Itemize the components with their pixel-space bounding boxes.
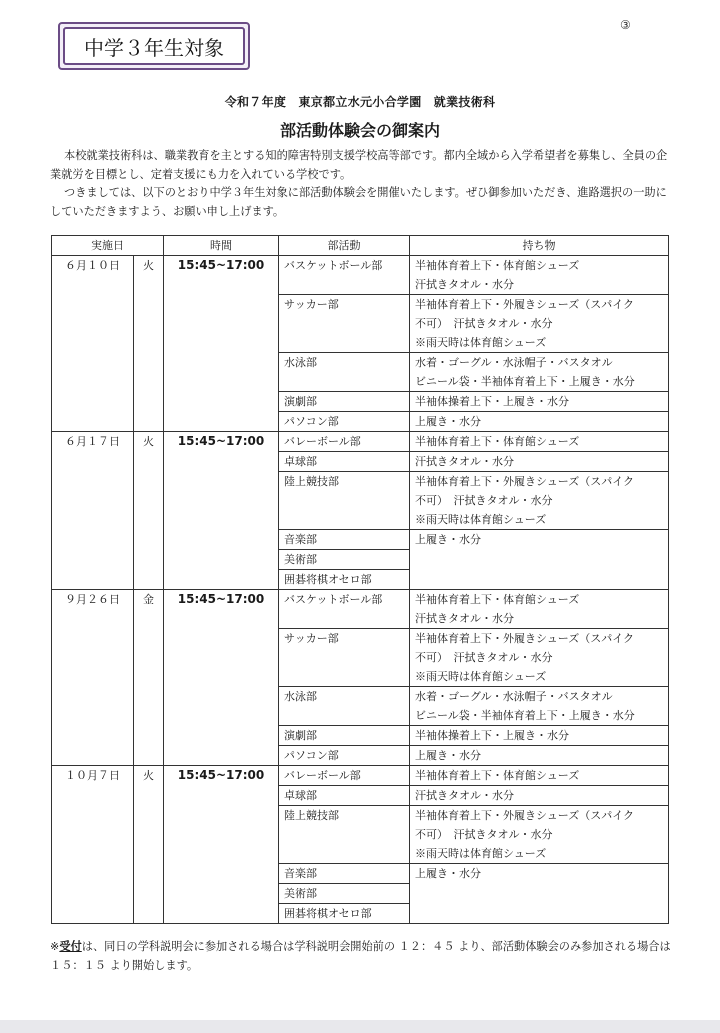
intro-paragraph: つきましては、以下のとおり中学３年生対象に部活動体験会を開催いたします。ぜひ御参加いただき、進路選択の一助にしていただきますよう、お願い申し上げます。	[50, 186, 667, 218]
club-items: 汗拭きタオル・水分	[410, 786, 669, 806]
club-items: 半袖体育着上下・体育館シューズ	[410, 590, 669, 610]
header-date: 実施日	[52, 236, 164, 256]
club-items: 半袖体育着上下・体育館シューズ	[410, 432, 669, 452]
club-name: パソコン部	[279, 746, 410, 766]
club-items: 汗拭きタオル・水分	[410, 452, 669, 472]
session-time: 15:45~17:00	[164, 590, 279, 766]
club-name: 音楽部	[279, 530, 410, 550]
club-items: 不可） 汗拭きタオル・水分	[410, 648, 669, 667]
club-name: 音楽部	[279, 864, 410, 884]
club-name: 囲碁将棋オセロ部	[279, 904, 410, 924]
header-club: 部活動	[279, 236, 410, 256]
table-row	[52, 766, 669, 786]
club-name: バレーボール部	[279, 432, 410, 452]
target-badge	[58, 22, 250, 70]
intro-text	[50, 147, 672, 221]
club-items: 半袖体育着上下・外履きシューズ（スパイク	[410, 472, 669, 492]
club-items: 上履き・水分	[410, 864, 669, 924]
club-items: 上履き・水分	[410, 530, 669, 590]
club-name: バスケットボール部	[279, 256, 410, 295]
club-items: 汗拭きタオル・水分	[410, 609, 669, 629]
club-items: 半袖体育着上下・外履きシューズ（スパイク	[410, 629, 669, 649]
note-label: 受付	[59, 939, 82, 953]
club-items: 半袖体育着上下・体育館シューズ	[410, 256, 669, 276]
club-items: ビニール袋・半袖体育着上下・上履き・水分	[410, 706, 669, 726]
table-header-row	[52, 236, 669, 256]
club-name: 陸上競技部	[279, 806, 410, 864]
club-name: 演劇部	[279, 392, 410, 412]
session-time: 15:45~17:00	[164, 256, 279, 432]
page-bottom-edge	[0, 1020, 720, 1033]
club-items: 水着・ゴーグル・水泳帽子・バスタオル	[410, 353, 669, 373]
session-time: 15:45~17:00	[164, 432, 279, 590]
club-name: バスケットボール部	[279, 590, 410, 629]
club-name: バレーボール部	[279, 766, 410, 786]
table-row	[52, 432, 669, 452]
table-row	[52, 590, 669, 610]
club-items: 上履き・水分	[410, 412, 669, 432]
session-date: ９月２６日	[52, 590, 134, 766]
club-items: 半袖体育着上下・外履きシューズ（スパイク	[410, 806, 669, 826]
session-weekday: 火	[134, 256, 164, 432]
reception-note	[50, 937, 672, 975]
organization-line: 令和７年度 東京都立水元小合学園 就業技術科	[224, 95, 496, 109]
document-title: 部活動体験会の御案内	[279, 121, 440, 140]
club-name: 演劇部	[279, 726, 410, 746]
club-items: 半袖体育着上下・体育館シューズ	[410, 766, 669, 786]
club-name: パソコン部	[279, 412, 410, 432]
note-text: は、同日の学科説明会に参加される場合は学科説明会開始前の １２：４５ より、部活動体験会のみ参加される場合は １５：１５ より開始します。	[50, 940, 671, 972]
club-name: 卓球部	[279, 452, 410, 472]
session-time: 15:45~17:00	[164, 766, 279, 924]
club-name: 囲碁将棋オセロ部	[279, 570, 410, 590]
session-date: ６月１７日	[52, 432, 134, 590]
club-items: ※雨天時は体育館シューズ	[410, 667, 669, 687]
club-items: 不可） 汗拭きタオル・水分	[410, 825, 669, 844]
club-items: 不可） 汗拭きタオル・水分	[410, 491, 669, 510]
schedule-table	[51, 235, 669, 924]
club-items: ※雨天時は体育館シューズ	[410, 510, 669, 530]
header-time: 時間	[164, 236, 279, 256]
club-items: 不可） 汗拭きタオル・水分	[410, 314, 669, 333]
club-name: サッカー部	[279, 629, 410, 687]
club-items: ※雨天時は体育館シューズ	[410, 333, 669, 353]
club-name: 美術部	[279, 550, 410, 570]
page-number: ③	[620, 18, 631, 32]
session-date: ６月１０日	[52, 256, 134, 432]
club-name: 卓球部	[279, 786, 410, 806]
session-weekday: 金	[134, 590, 164, 766]
club-items: 半袖体操着上下・上履き・水分	[410, 392, 669, 412]
header-items: 持ち物	[410, 236, 669, 256]
table-row	[52, 256, 669, 276]
club-items: 半袖体育着上下・外履きシューズ（スパイク	[410, 295, 669, 315]
club-name: 陸上競技部	[279, 472, 410, 530]
club-items: ※雨天時は体育館シューズ	[410, 844, 669, 864]
club-items: 上履き・水分	[410, 746, 669, 766]
schedule-body	[52, 256, 669, 924]
note-mark: ※	[50, 940, 60, 953]
session-weekday: 火	[134, 766, 164, 924]
club-items: 水着・ゴーグル・水泳帽子・バスタオル	[410, 687, 669, 707]
club-items: 半袖体操着上下・上履き・水分	[410, 726, 669, 746]
club-name: 水泳部	[279, 353, 410, 392]
club-name: 水泳部	[279, 687, 410, 726]
club-items: ビニール袋・半袖体育着上下・上履き・水分	[410, 372, 669, 392]
target-badge-label: 中学３年生対象	[63, 27, 245, 65]
session-date: １０月７日	[52, 766, 134, 924]
intro-paragraph: 本校就業技術科は、職業教育を主とする知的障害特別支援学校高等部です。都内全域から入学希望者を募集し、全員の企業就労を目標とし、定着支援にも力を入れている学校です。	[50, 149, 668, 181]
club-name: サッカー部	[279, 295, 410, 353]
club-items: 汗拭きタオル・水分	[410, 275, 669, 295]
session-weekday: 火	[134, 432, 164, 590]
club-name: 美術部	[279, 884, 410, 904]
